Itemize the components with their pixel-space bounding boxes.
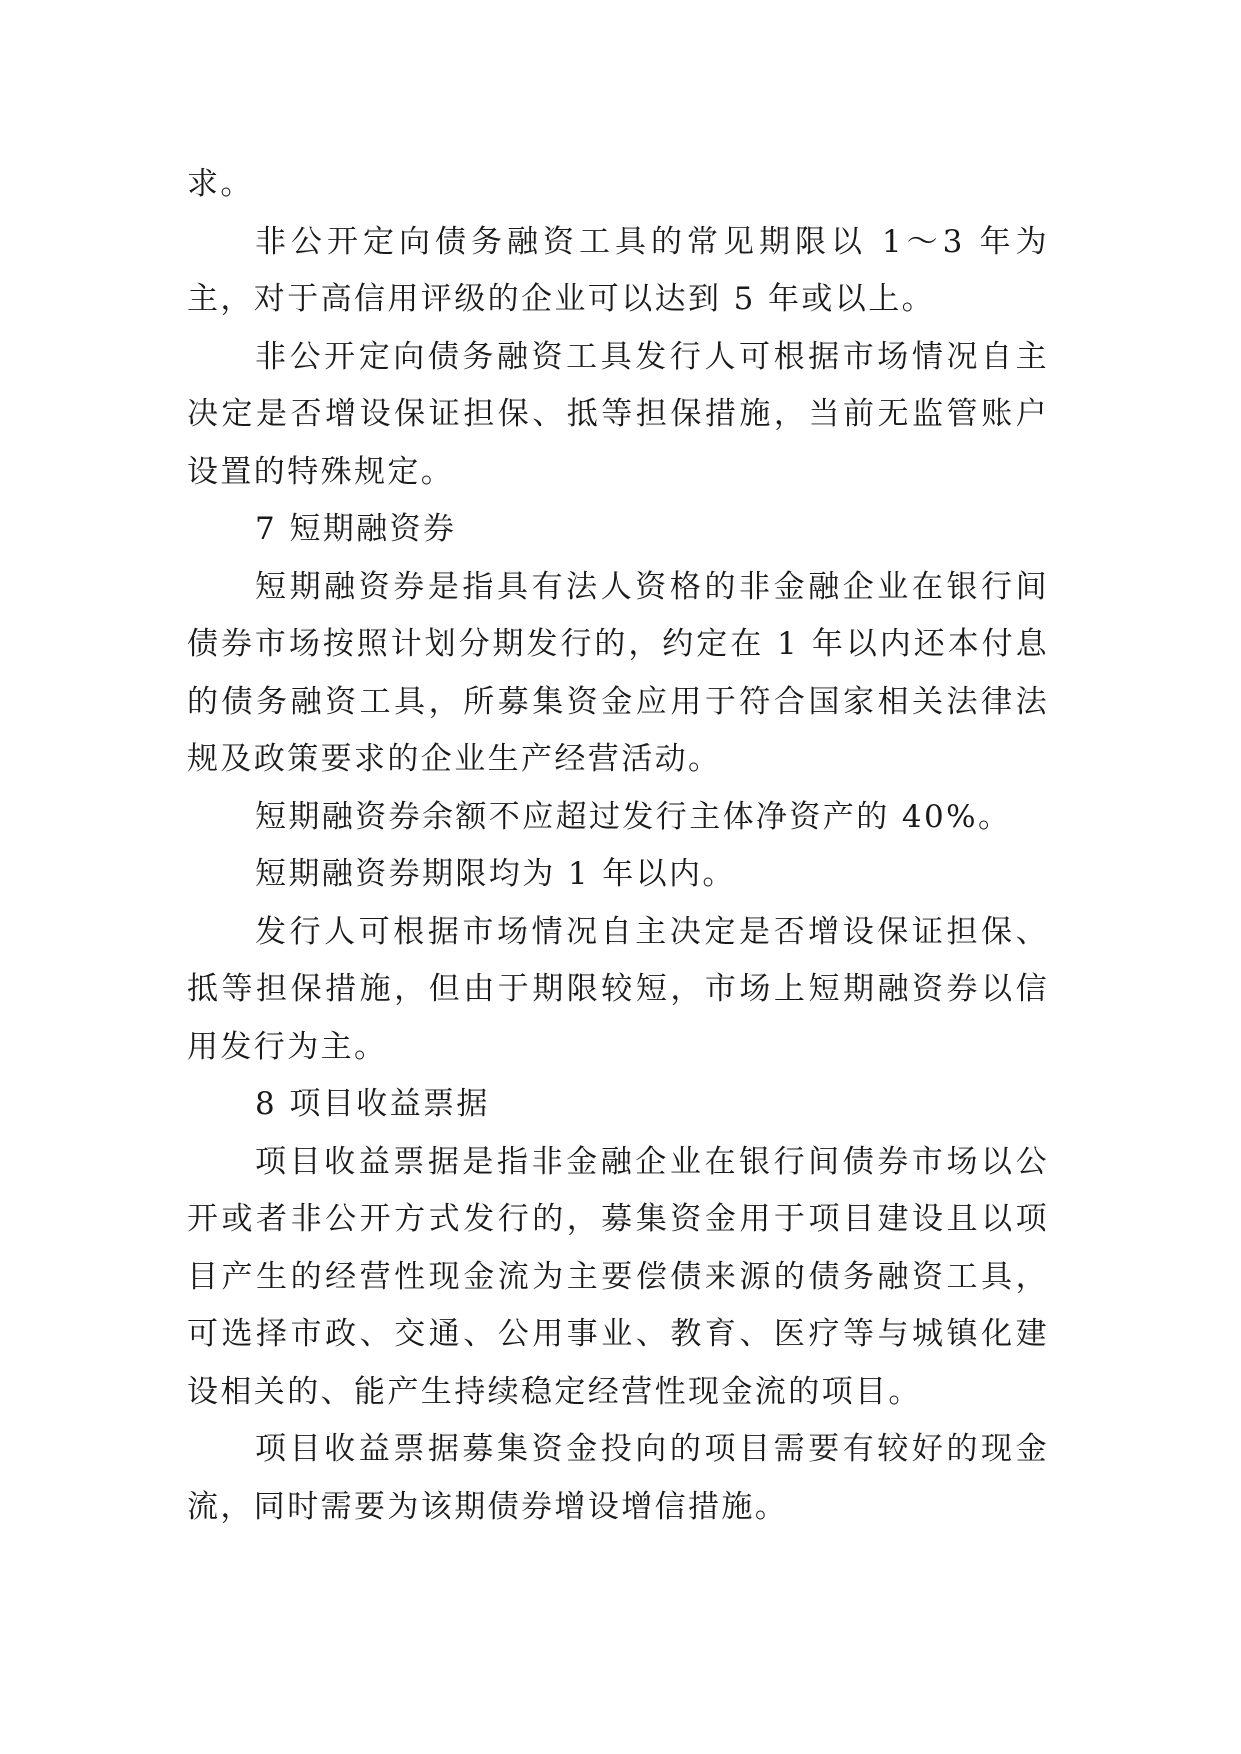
section-heading-short-term-bills: 7 短期融资券 — [255, 511, 457, 547]
paragraph-term-period: 非公开定向债务融资工具的常见期限以 1～3 年为主，对于高信用评级的企业可以达到 5 年或以上。 — [187, 223, 1049, 317]
paragraph-short-term-period: 短期融资券期限均为 1 年以内。 — [255, 856, 736, 892]
paragraph-project-revenue-definition: 项目收益票据是指非金融企业在银行间债券市场以公开或者非公开方式发行的，募集资金用于项目建设且以项目产生的经营性现金流为主要偿债来源的债务融资工具，可选择市政、交通、公用事业、教育、医疗等与城镇化建设相关的、能产生持续稳定经营性现金流的项目。 — [187, 1143, 1049, 1410]
paragraph-continuation: 求。 — [187, 166, 254, 202]
section-heading-project-revenue-notes: 8 项目收益票据 — [255, 1086, 490, 1122]
paragraph-guarantee-measures: 非公开定向债务融资工具发行人可根据市场情况自主决定是否增设保证担保、抵等担保措施，当前无监管账户设置的特殊规定。 — [187, 338, 1049, 490]
paragraph-project-revenue-requirements: 项目收益票据募集资金投向的项目需要有较好的现金流，同时需要为该期债券增设增信措施。 — [187, 1431, 1049, 1525]
paragraph-short-term-balance: 短期融资券余额不应超过发行主体净资产的 40%。 — [255, 798, 1012, 835]
document-body — [187, 156, 1049, 1536]
paragraph-short-term-definition: 短期融资券是指具有法人资格的非金融企业在银行间债券市场按照计划分期发行的，约定在 1 年以内还本付息的债务融资工具，所募集资金应用于符合国家相关法律法规及政策要求的企业生产经营活动。 — [187, 568, 1049, 777]
paragraph-short-term-guarantee: 发行人可根据市场情况自主决定是否增设保证担保、抵等担保措施，但由于期限较短，市场上短期融资券以信用发行为主。 — [187, 913, 1049, 1065]
